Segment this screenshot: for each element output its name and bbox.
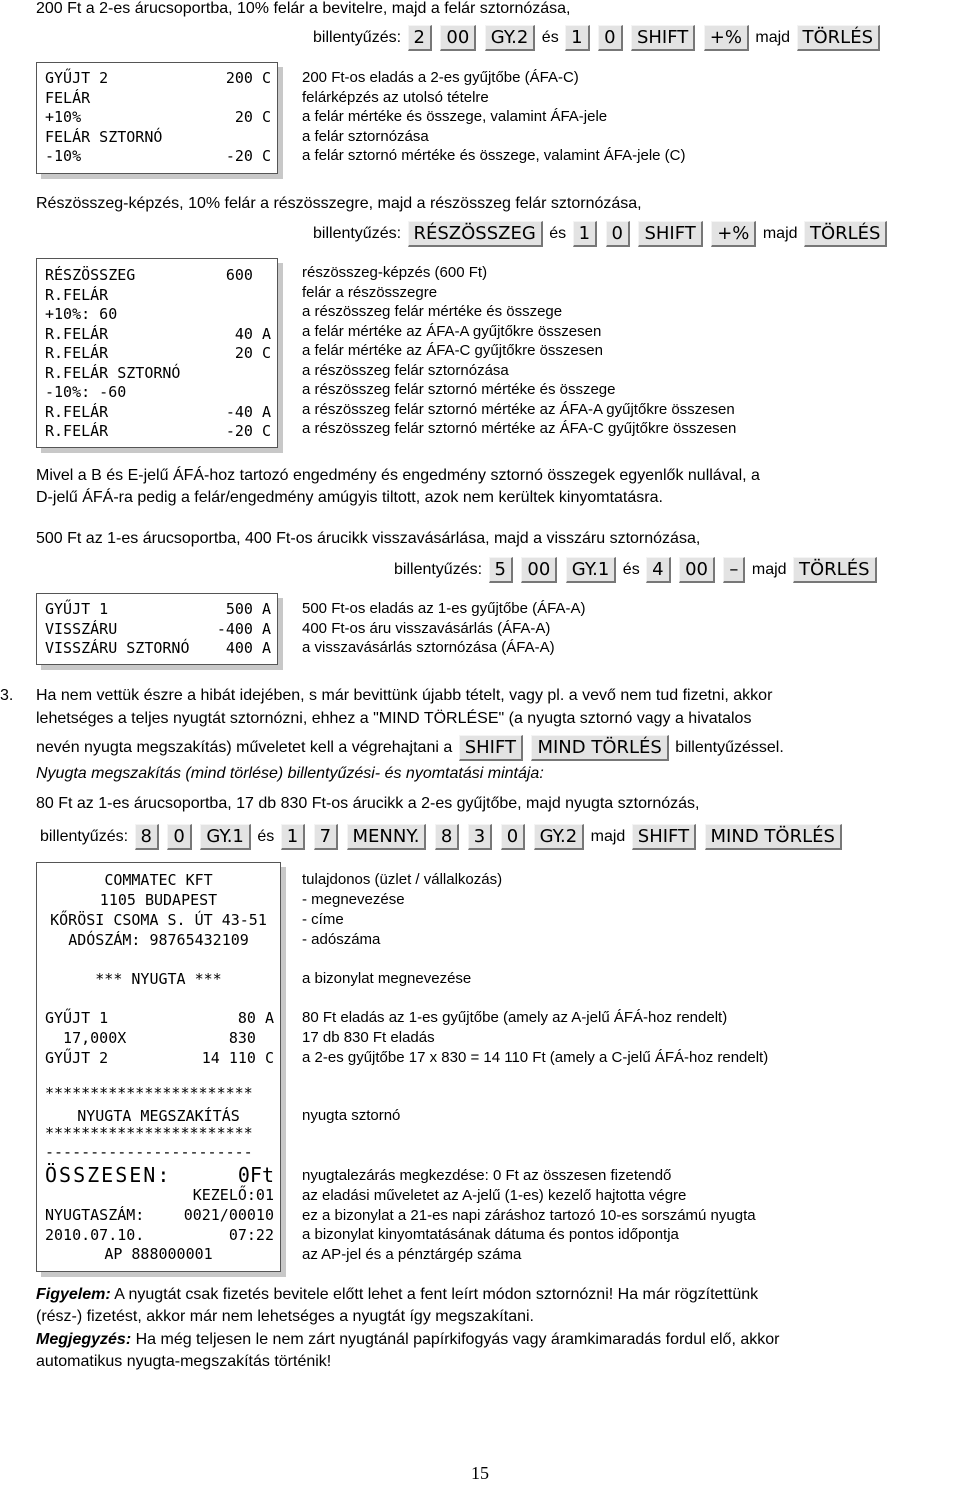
receipt-line-label: R.FELÁR SZTORNÓ	[45, 363, 181, 382]
receipt-stars: ***********************	[45, 1084, 253, 1102]
receipt-line-value: -40 A	[225, 402, 271, 421]
receipt-line-label: GYŰJT 1	[45, 1009, 109, 1027]
receipt-line-value: 830	[228, 1029, 274, 1047]
receipt-number-label: NYUGTASZÁM:	[45, 1206, 145, 1224]
receipt-line-label: GYŰJT 2	[45, 1049, 109, 1067]
key-torles: TÖRLÉS	[797, 25, 881, 51]
key-torles: TÖRLÉS	[804, 221, 888, 247]
receipt-desc: tulajdonos (üzlet / vállalkozás)	[302, 871, 503, 888]
keys-label: billentyűzés:	[394, 561, 483, 578]
receipt-desc: az AP-jel és a pénztárgép száma	[302, 1246, 522, 1263]
remark-text-2: automatikus nyugta-megszakítás történik!	[36, 1353, 332, 1370]
then-text: majd	[755, 29, 791, 46]
keys-label: billentyűzés:	[40, 828, 129, 845]
key-3: 3	[468, 824, 492, 850]
and-text: és	[257, 828, 275, 845]
remark-text: Ha még teljesen le nem zárt nyugtánál papírkifogyás vagy áramkimaradás fordul elő, akkor	[131, 1331, 780, 1348]
key-7: 7	[314, 824, 338, 850]
receipt-line-value: 40 A	[234, 324, 271, 343]
receipt-dashes: -----------------------	[45, 1143, 253, 1161]
sec1-desc: a felár sztornó mértéke és összege, valamint ÁFA-jele (C)	[302, 147, 686, 164]
sec2-desc: a felár mértéke az ÁFA-C gyűjtőkre összesen	[302, 342, 603, 359]
receipt-desc: - megnevezése	[302, 891, 405, 908]
item3-line: lehetséges a teljes nyugtát sztornózni, ehhez a "MIND TÖRLÉSE" (a nyugta sztornó vagy a hivatalos	[36, 710, 752, 727]
receipt-desc: 80 Ft eladás az 1-es gyűjtőbe (amely az A-jelű ÁFÁ-hoz rendelt)	[302, 1009, 728, 1026]
receipt-number: 0021/00010	[183, 1206, 274, 1224]
receipt-line-label: RÉSZÖSSZEG	[45, 266, 136, 284]
sec2-desc: a részösszeg felár sztornó mértéke és összege	[302, 381, 616, 398]
receipt-desc: a bizonylat megnevezése	[302, 970, 472, 987]
key-shift: SHIFT	[459, 735, 523, 761]
key-2: 2	[408, 25, 432, 51]
receipt-sec2	[36, 258, 278, 448]
key-gy2: GY.2	[485, 25, 536, 51]
receipt-line-value: -20 C	[225, 422, 271, 440]
receipt-line-value: -20 C	[225, 147, 271, 165]
warning-text: A nyugtát csak fizetés bevitele előtt lehet a fent leírt módon sztornózni! Ha már rögzítettünk	[110, 1286, 759, 1303]
key-0: 0	[501, 824, 525, 850]
receipt-owner-name: COMMATEC KFT	[104, 871, 213, 889]
sec3-desc: 500 Ft-os eladás az 1-es gyűjtőbe (ÁFA-A)	[302, 600, 586, 617]
receipt-line-label: R.FELÁR	[45, 324, 109, 343]
receipt-desc: ez a bizonylat a 21-es napi záráshoz tartozó 10-es sorszámú nyugta	[302, 1207, 756, 1224]
keys-label: billentyűzés:	[313, 225, 402, 242]
key-00: 00	[440, 25, 476, 51]
warning-text-2: (rész-) fizetést, akkor már nem lehetséges a nyugtát így megszakítani.	[36, 1308, 534, 1325]
receipt-line-value: 14 110 C	[201, 1049, 274, 1067]
receipt-desc: a bizonylat kinyomtatásának dátuma és pontos időpontja	[302, 1226, 679, 1243]
receipt-line-label: +10%: 60	[45, 305, 118, 323]
sec1-desc: 200 Ft-os eladás a 2-es gyűjtőbe (ÁFA-C)	[302, 69, 579, 86]
receipt-line-value: 20 C	[234, 344, 271, 362]
receipt-line-label: R.FELÁR	[45, 422, 109, 440]
key-gy1: GY.1	[566, 557, 617, 583]
sec2-desc: a részösszeg felár sztornó mértéke az ÁFA-C gyűjtőkre összesen	[302, 420, 737, 437]
sec1-desc: a felár mértéke és összege, valamint ÁFA-jele	[302, 108, 608, 125]
receipt-desc: 17 db 830 Ft eladás	[302, 1029, 435, 1046]
sec3-desc: 400 Ft-os áru visszavásárlás (ÁFA-A)	[302, 619, 551, 637]
sample-title: Nyugta megszakítás (mind törlése) billentyűzési- és nyomtatási mintája:	[36, 765, 544, 782]
sec2-key-sequence	[313, 221, 889, 247]
sec3-desc: a visszavásárlás sztornózása (ÁFA-A)	[302, 639, 555, 656]
sec2-intro: Részösszeg-képzés, 10% felár a részösszegre, majd a részösszeg felár sztornózása,	[36, 195, 642, 212]
sec2-desc: felár a részösszegre	[302, 283, 438, 301]
receipt-line-label: FELÁR SZTORNÓ	[45, 127, 163, 146]
keys-label: billentyűzés:	[313, 29, 402, 46]
sec2-desc: a részösszeg felár mértéke és összege	[302, 303, 563, 320]
receipt-line-value: 20 C	[234, 108, 271, 126]
receipt-desc: nyugta sztornó	[302, 1107, 401, 1124]
key-8: 8	[135, 824, 159, 850]
sec2-desc: a részösszeg felár sztornózása	[302, 361, 509, 379]
receipt-line-label: GYŰJT 2	[45, 69, 109, 87]
receipt-cancel-label: NYUGTA MEGSZAKÍTÁS	[77, 1107, 240, 1125]
key-shift: SHIFT	[631, 25, 695, 51]
receipt-line-value: -400 A	[216, 619, 271, 638]
key-4: 4	[646, 557, 670, 583]
receipt-line-label: R.FELÁR	[45, 402, 109, 421]
receipt-line-value: 400 A	[225, 639, 271, 657]
sec4-key-sequence	[40, 824, 844, 850]
key-shift: SHIFT	[638, 221, 702, 247]
key-reszosszeg: RÉSZÖSSZEG	[408, 221, 543, 247]
receipt-sec1	[36, 62, 278, 174]
receipt-title: *** NYUGTA ***	[95, 970, 222, 988]
receipt-tax-number: ADÓSZÁM: 98765432109	[68, 931, 249, 949]
item3-line3-text: nevén nyugta megszakítás) műveletet kell a végrehajtani a	[36, 739, 453, 756]
receipt-date: 2010.07.10.	[45, 1226, 145, 1244]
receipt-line-label: R.FELÁR	[45, 344, 109, 362]
receipt-line-value: 80 A	[237, 1009, 274, 1027]
receipt-line-value: 600	[225, 266, 271, 284]
paragraph-line: Mivel a B és E-jelű ÁFÁ-hoz tartozó engedmény és engedmény sztornó összegek egyenlők nullával, a	[36, 467, 760, 484]
receipt-stars: ***********************	[45, 1124, 253, 1142]
key-minus: –	[723, 557, 745, 583]
key-mind-torles: MIND TÖRLÉS	[531, 735, 668, 761]
key-1: 1	[565, 25, 589, 51]
receipt-line-value: 500 A	[225, 600, 271, 618]
sec4-intro: 80 Ft az 1-es árucsoportba, 17 db 830 Ft-os árucikk a 2-es gyűjtőbe, majd nyugta sztornózás,	[36, 795, 700, 812]
receipt-line-label: FELÁR	[45, 88, 91, 107]
receipt-owner-city: 1105 BUDAPEST	[99, 891, 218, 909]
and-text: és	[541, 29, 559, 46]
receipt-desc: nyugtalezárás megkezdése: 0 Ft az összesen fizetendő	[302, 1167, 672, 1184]
paragraph-line: D-jelű ÁFÁ-ra pedig a felár/engedmény amúgyis tiltott, azok nem kerültek kinyomtatásra.	[36, 489, 663, 506]
key-00: 00	[521, 557, 557, 583]
then-text: majd	[751, 561, 787, 578]
and-text: és	[622, 561, 640, 578]
key-1: 1	[281, 824, 305, 850]
receipt-desc: az eladási műveletet az A-jelű (1-es) kezelő hajtotta végre	[302, 1187, 687, 1204]
key-percent-plus: +%	[711, 221, 756, 247]
warning-label: Figyelem:	[36, 1286, 111, 1303]
key-0: 0	[598, 25, 622, 51]
receipt-total-value: 0Ft	[237, 1163, 274, 1187]
receipt-line-label: VISSZÁRU SZTORNÓ	[45, 639, 190, 657]
sec3-key-sequence	[394, 557, 879, 583]
receipt-desc: a 2-es gyűjtőbe 17 x 830 = 14 110 Ft (amely a C-jelű ÁFÁ-hoz rendelt)	[302, 1049, 769, 1066]
sec1-key-sequence	[313, 25, 882, 51]
sec1-desc: a felár sztornózása	[302, 127, 429, 145]
receipt-ap-number: AP 888000001	[104, 1245, 213, 1263]
then-text: majd	[762, 225, 798, 242]
remark-label: Megjegyzés:	[36, 1331, 132, 1348]
key-5: 5	[489, 557, 513, 583]
item3-line: Ha nem vettük észre a hibát idejében, s már bevittünk újabb tételt, vagy pl. a vevő nem tud fizetni, akkor	[36, 687, 773, 704]
page-number: 15	[471, 1463, 489, 1483]
receipt-line-label: -10%: -60	[45, 383, 127, 401]
key-percent-plus: +%	[704, 25, 749, 51]
receipt-total-label: ÖSSZESEN:	[45, 1163, 172, 1187]
sec1-desc: felárképzés az utolsó tételre	[302, 88, 489, 106]
item3-line3	[36, 735, 784, 761]
receipt-line-label: VISSZÁRU	[45, 619, 118, 638]
warning-note	[36, 1286, 758, 1304]
key-torles: TÖRLÉS	[793, 557, 877, 583]
receipt-line-label: 17,000X	[45, 1029, 127, 1047]
receipt-sec3	[36, 593, 278, 665]
key-1: 1	[573, 221, 597, 247]
key-menny: MENNY.	[347, 824, 427, 850]
key-gy1: GY.1	[200, 824, 251, 850]
and-text: és	[549, 225, 567, 242]
receipt-line-value: 200 C	[225, 69, 271, 87]
sec3-intro: 500 Ft az 1-es árucsoportba, 400 Ft-os árucikk visszavásárlása, majd a visszáru sztornózása,	[36, 530, 701, 547]
key-8: 8	[435, 824, 459, 850]
key-00: 00	[679, 557, 715, 583]
key-gy2: GY.2	[534, 824, 585, 850]
receipt-line-label: GYŰJT 1	[45, 600, 109, 618]
key-shift: SHIFT	[632, 824, 696, 850]
receipt-line-label: -10%	[45, 147, 82, 165]
then-text: majd	[590, 828, 626, 845]
receipt-time: 07:22	[228, 1226, 274, 1244]
list-number: 3.	[0, 687, 14, 704]
key-mind-torles: MIND TÖRLÉS	[705, 824, 842, 850]
receipt-full	[36, 862, 281, 1272]
sec2-desc: a részösszeg felár sztornó mértéke az ÁFA-A gyűjtőkre összesen	[302, 400, 735, 418]
item3-line3-end: billentyűzéssel.	[675, 739, 784, 756]
sec2-desc: részösszeg-képzés (600 Ft)	[302, 264, 488, 281]
receipt-operator: KEZELŐ:01	[192, 1186, 274, 1204]
receipt-desc: - címe	[302, 911, 344, 928]
receipt-owner-address: KŐRÖSI CSOMA S. ÚT 43-51	[50, 911, 267, 929]
key-0: 0	[167, 824, 191, 850]
receipt-line-label: +10%	[45, 108, 82, 126]
sec1-intro: 200 Ft a 2-es árucsoportba, 10% felár a bevitelre, majd a felár sztornózása,	[36, 0, 571, 17]
receipt-line-label: R.FELÁR	[45, 285, 109, 304]
receipt-desc: - adószáma	[302, 931, 381, 948]
remark-note	[36, 1331, 779, 1349]
sec2-desc: a felár mértéke az ÁFA-A gyűjtőkre összesen	[302, 322, 602, 340]
key-0: 0	[606, 221, 630, 247]
